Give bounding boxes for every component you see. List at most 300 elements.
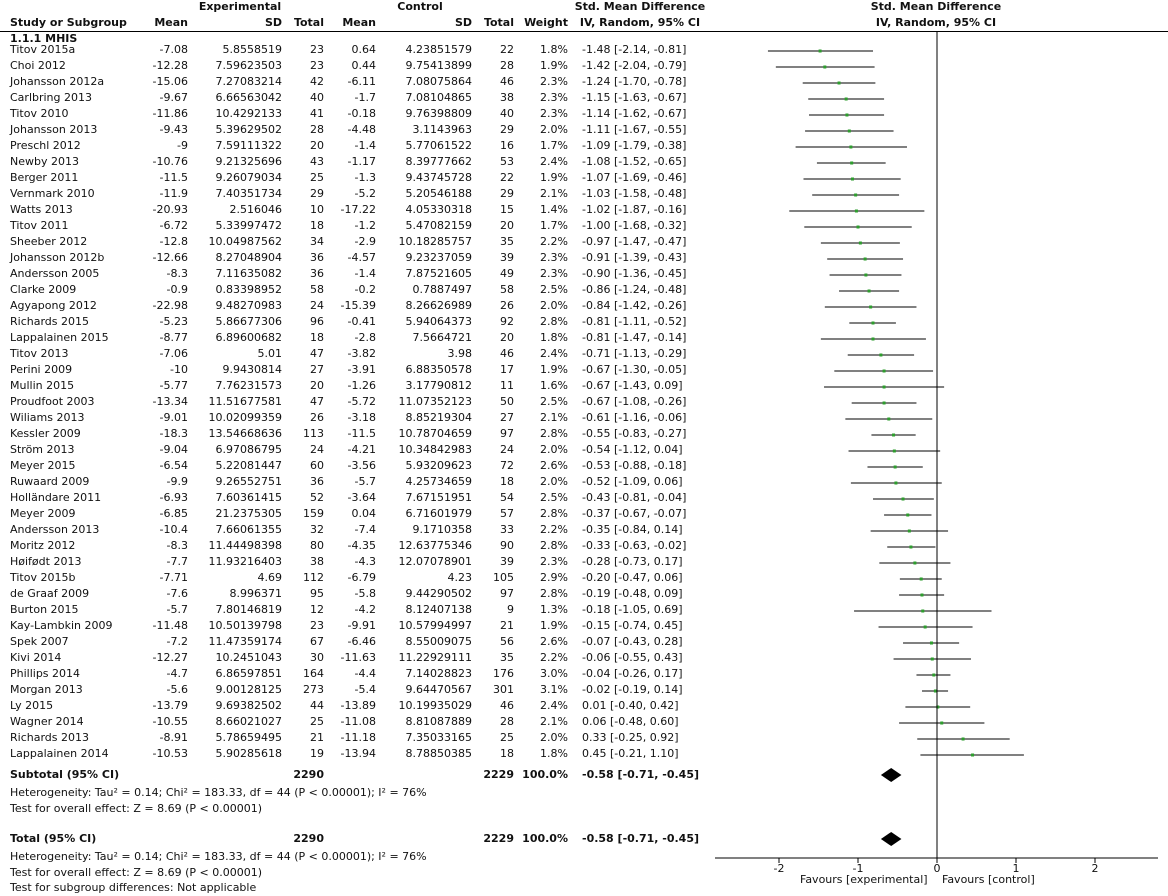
weight: 2.3% [540, 251, 568, 264]
exp-sd: 7.76231573 [215, 379, 282, 392]
exp-total: 20 [310, 139, 324, 152]
ctrl-total: 16 [500, 139, 514, 152]
effect-ci: -0.52 [-1.09, 0.06] [582, 475, 683, 488]
weight: 1.3% [540, 603, 568, 616]
effect-ci: 0.06 [-0.48, 0.60] [582, 715, 679, 728]
study-name: Clarke 2009 [10, 283, 77, 296]
effect-ci: -0.53 [-0.88, -0.18] [582, 459, 687, 472]
study-name: Proudfoot 2003 [10, 395, 95, 408]
exp-sd: 7.59111322 [215, 139, 282, 152]
study-name: Andersson 2005 [10, 267, 100, 280]
exp-total: 28 [310, 123, 324, 136]
study-point [848, 130, 851, 133]
weight: 1.9% [540, 619, 568, 632]
ctrl-total: 105 [493, 571, 514, 584]
exp-sd: 10.2451043 [215, 651, 282, 664]
study-name: Ruwaard 2009 [10, 475, 90, 488]
study-point [892, 434, 895, 437]
ctrl-mean: 0.04 [351, 507, 376, 520]
weight: 1.8% [540, 747, 568, 760]
exp-mean: -5.6 [166, 683, 188, 696]
ctrl-mean: -13.89 [340, 699, 376, 712]
exp-sd: 11.47359174 [208, 635, 282, 648]
ctrl-total: 15 [500, 203, 514, 216]
exp-mean-header: Mean [154, 16, 188, 29]
effect-ci: -1.15 [-1.63, -0.67] [582, 91, 687, 104]
study-point [934, 690, 937, 693]
ctrl-total: 24 [500, 443, 514, 456]
ctrl-sd: 4.05330318 [405, 203, 472, 216]
study-name: Spek 2007 [10, 635, 69, 648]
exp-sd: 13.54668636 [208, 427, 282, 440]
effect-ci: -1.48 [-2.14, -0.81] [582, 43, 687, 56]
exp-total: 47 [310, 347, 324, 360]
exp-sd: 9.00128125 [215, 683, 282, 696]
exp-total: 12 [310, 603, 324, 616]
exp-mean: -22.98 [152, 299, 188, 312]
study-name: Perini 2009 [10, 363, 73, 376]
study-point [819, 50, 822, 53]
exp-total: 10 [310, 203, 324, 216]
exp-mean: -9.9 [166, 475, 188, 488]
weight: 2.3% [540, 267, 568, 280]
effect-ci: -0.20 [-0.47, 0.06] [582, 571, 683, 584]
exp-mean: -7.08 [159, 43, 188, 56]
exp-sd: 7.66061355 [215, 523, 282, 536]
study-point [883, 370, 886, 373]
study-name: Wiliams 2013 [10, 411, 85, 424]
ctrl-mean: -2.9 [354, 235, 376, 248]
x-tick-label: 1 [1012, 862, 1020, 875]
exp-total: 41 [310, 107, 324, 120]
exp-sd: 10.02099359 [208, 411, 282, 424]
ctrl-mean: -1.26 [347, 379, 376, 392]
ctrl-total: 22 [500, 43, 514, 56]
weight: 1.9% [540, 171, 568, 184]
exp-total: 42 [310, 75, 324, 88]
exp-total: 43 [310, 155, 324, 168]
exp-mean: -13.34 [152, 395, 188, 408]
subtotal-ci: -0.58 [-0.71, -0.45] [582, 768, 700, 781]
effect-ci: -0.90 [-1.36, -0.45] [582, 267, 687, 280]
ctrl-sd: 5.47082159 [405, 219, 472, 232]
weight: 2.8% [540, 427, 568, 440]
study-point [962, 738, 965, 741]
exp-sd: 9.9430814 [222, 363, 282, 376]
study-name: Morgan 2013 [10, 683, 83, 696]
ctrl-sd: 10.57994997 [398, 619, 472, 632]
subgroup-differences: Test for subgroup differences: Not applicable [10, 881, 257, 894]
study-name: Titov 2013 [10, 347, 69, 360]
ctrl-sd: 8.78850385 [405, 747, 472, 760]
exp-mean: -10.53 [152, 747, 188, 760]
ctrl-mean: -1.17 [347, 155, 376, 168]
ctrl-sd: 8.26626989 [405, 299, 472, 312]
ctrl-total: 22 [500, 171, 514, 184]
total-diamond [881, 832, 902, 846]
exp-sd: 9.69382502 [215, 699, 282, 712]
ctrl-sd: 9.44290502 [405, 587, 472, 600]
ctrl-sd: 7.5664721 [412, 331, 472, 344]
exp-sd: 5.22081447 [215, 459, 282, 472]
exp-mean: -7.71 [159, 571, 188, 584]
ctrl-sd: 4.23 [447, 571, 472, 584]
exp-sd: 21.2375305 [215, 507, 282, 520]
exp-sd: 5.39629502 [215, 123, 282, 136]
exp-mean: -11.86 [152, 107, 188, 120]
study-name: Kessler 2009 [10, 427, 81, 440]
study-point [868, 290, 871, 293]
study-name: Watts 2013 [10, 203, 73, 216]
ctrl-total: 9 [507, 603, 514, 616]
ctrl-total: 28 [500, 715, 514, 728]
study-point [930, 642, 933, 645]
study-point [894, 466, 897, 469]
ctrl-total: 20 [500, 331, 514, 344]
exp-mean: -10.55 [152, 715, 188, 728]
study-point [931, 658, 934, 661]
weight: 1.4% [540, 203, 568, 216]
weight: 2.0% [540, 443, 568, 456]
effect-ci: -0.28 [-0.73, 0.17] [582, 555, 683, 568]
weight: 2.4% [540, 347, 568, 360]
ctrl-mean: -7.4 [354, 523, 376, 536]
ctrl-mean: -1.7 [354, 91, 376, 104]
study-point [872, 322, 875, 325]
study-name: Ly 2015 [10, 699, 54, 712]
ctrl-sd: 7.35033165 [405, 731, 472, 744]
effect-ci: -0.04 [-0.26, 0.17] [582, 667, 683, 680]
plot-method: IV, Random, 95% CI [875, 16, 997, 29]
ctrl-mean: -0.2 [354, 283, 376, 296]
study-point [893, 450, 896, 453]
weight: 2.9% [540, 571, 568, 584]
experimental-header: Experimental [198, 0, 282, 13]
ctrl-sd: 7.87521605 [405, 267, 472, 280]
ctrl-sd: 4.23851579 [405, 43, 472, 56]
study-point [920, 578, 923, 581]
ctrl-total: 35 [500, 651, 514, 664]
exp-total: 40 [310, 91, 324, 104]
effect-ci: -1.14 [-1.62, -0.67] [582, 107, 687, 120]
exp-sd: 6.86597851 [215, 667, 282, 680]
study-point [971, 754, 974, 757]
weight: 2.5% [540, 491, 568, 504]
ctrl-sd: 10.34842983 [398, 443, 472, 456]
ctrl-mean: -1.2 [354, 219, 376, 232]
study-name: Preschl 2012 [10, 139, 81, 152]
study-name: de Graaf 2009 [10, 587, 90, 600]
effect-ci: -1.03 [-1.58, -0.48] [582, 187, 687, 200]
ctrl-mean: -4.48 [347, 123, 376, 136]
exp-mean: -7.2 [166, 635, 188, 648]
exp-sd: 5.86677306 [215, 315, 282, 328]
exp-mean: -11.9 [159, 187, 188, 200]
weight: 2.0% [540, 299, 568, 312]
ctrl-total: 25 [500, 731, 514, 744]
exp-total: 113 [303, 427, 324, 440]
ctrl-mean: -9.91 [347, 619, 376, 632]
ctrl-mean: -6.79 [347, 571, 376, 584]
effect-ci: -0.55 [-0.83, -0.27] [582, 427, 687, 440]
study-point [849, 146, 852, 149]
exp-total: 164 [303, 667, 324, 680]
ctrl-mean: -4.21 [347, 443, 376, 456]
exp-mean: -7.7 [166, 555, 188, 568]
subtotal-ctrl-total: 2229 [483, 768, 514, 781]
weight: 2.5% [540, 395, 568, 408]
ctrl-sd: 8.12407138 [405, 603, 472, 616]
exp-total: 60 [310, 459, 324, 472]
ctrl-mean: -0.41 [347, 315, 376, 328]
ctrl-total: 11 [500, 379, 514, 392]
weight: 2.1% [540, 715, 568, 728]
exp-sd: 0.83398952 [215, 283, 282, 296]
effect-ci: -1.11 [-1.67, -0.55] [582, 123, 687, 136]
study-name: Agyapong 2012 [10, 299, 97, 312]
exp-mean: -9.01 [159, 411, 188, 424]
study-point [883, 386, 886, 389]
study-name: Sheeber 2012 [10, 235, 88, 248]
exp-total: 27 [310, 363, 324, 376]
weight: 3.1% [540, 683, 568, 696]
exp-mean: -5.77 [159, 379, 188, 392]
study-point [902, 498, 905, 501]
exp-sd: 7.59623503 [215, 59, 282, 72]
effect-ci: -0.07 [-0.43, 0.28] [582, 635, 683, 648]
exp-sd: 5.8558519 [222, 43, 282, 56]
weight: 2.0% [540, 475, 568, 488]
study-name: Richards 2013 [10, 731, 89, 744]
ctrl-sd: 5.94064373 [405, 315, 472, 328]
study-name: Titov 2015a [10, 43, 76, 56]
exp-total: 273 [303, 683, 324, 696]
exp-mean: -10.4 [159, 523, 188, 536]
ctrl-mean: -6.11 [347, 75, 376, 88]
study-name: Kivi 2014 [10, 651, 62, 664]
effect-ci: -0.19 [-0.48, 0.09] [582, 587, 683, 600]
ctrl-mean: -0.18 [347, 107, 376, 120]
study-name: Wagner 2014 [10, 715, 84, 728]
ctrl-sd: 9.23237059 [405, 251, 472, 264]
ctrl-mean: -5.4 [354, 683, 376, 696]
total-label: Total (95% CI) [10, 832, 97, 845]
weight: 2.6% [540, 635, 568, 648]
exp-sd: 6.66563042 [215, 91, 282, 104]
effect-ci: -1.02 [-1.87, -0.16] [582, 203, 687, 216]
ctrl-mean: 0.44 [351, 59, 376, 72]
study-point [864, 274, 867, 277]
total-exp-total: 2290 [293, 832, 324, 845]
study-point [924, 626, 927, 629]
total-ci: -0.58 [-0.71, -0.45] [582, 832, 700, 845]
ctrl-sd: 12.07078901 [398, 555, 472, 568]
weight: 2.8% [540, 507, 568, 520]
exp-sd-header: SD [264, 16, 282, 29]
study-name: Berger 2011 [10, 171, 79, 184]
ctrl-sd: 12.63775346 [398, 539, 472, 552]
x-tick-label: 0 [933, 862, 941, 875]
exp-sd: 7.80146819 [215, 603, 282, 616]
ctrl-sd: 4.25734659 [405, 475, 472, 488]
weight: 1.6% [540, 379, 568, 392]
exp-mean: -9.43 [159, 123, 188, 136]
exp-mean: -9 [177, 139, 188, 152]
study-name: Høifødt 2013 [10, 555, 82, 568]
total-weight: 100.0% [522, 832, 568, 845]
study-point [879, 354, 882, 357]
study-point [920, 594, 923, 597]
study-point [932, 674, 935, 677]
exp-mean: -8.3 [166, 539, 188, 552]
weight: 3.0% [540, 667, 568, 680]
weight: 1.9% [540, 59, 568, 72]
ctrl-total: 28 [500, 59, 514, 72]
study-point [906, 514, 909, 517]
effect-ci: -0.15 [-0.74, 0.45] [582, 619, 683, 632]
exp-mean: -10.76 [152, 155, 188, 168]
study-name: Vernmark 2010 [10, 187, 95, 200]
exp-total: 36 [310, 267, 324, 280]
effect-ci: -0.86 [-1.24, -0.48] [582, 283, 687, 296]
study-name: Mullin 2015 [10, 379, 75, 392]
exp-total: 36 [310, 251, 324, 264]
ctrl-sd: 10.19935029 [398, 699, 472, 712]
ctrl-sd: 7.14028823 [405, 667, 472, 680]
effect-ci: -0.06 [-0.55, 0.43] [582, 651, 683, 664]
ctrl-total: 56 [500, 635, 514, 648]
exp-mean: -0.9 [166, 283, 188, 296]
x-tick-label: -1 [852, 862, 864, 875]
ctrl-sd: 9.75413899 [405, 59, 472, 72]
effect-ci: -0.84 [-1.42, -0.26] [582, 299, 687, 312]
exp-total: 159 [303, 507, 324, 520]
ctrl-mean: -1.4 [354, 267, 376, 280]
x-tick-label: -2 [773, 862, 785, 875]
subgroup-label: 1.1.1 MHIS [10, 32, 78, 45]
study-name: Kay-Lambkin 2009 [10, 619, 113, 632]
exp-mean: -15.06 [152, 75, 188, 88]
ctrl-mean: -4.3 [354, 555, 376, 568]
ctrl-total: 29 [500, 187, 514, 200]
ctrl-total: 33 [500, 523, 514, 536]
exp-mean: -7.6 [166, 587, 188, 600]
weight: 2.8% [540, 539, 568, 552]
ctrl-sd: 5.93209623 [405, 459, 472, 472]
weight: 2.3% [540, 107, 568, 120]
exp-total: 47 [310, 395, 324, 408]
study-name: Johansson 2013 [10, 123, 98, 136]
ctrl-mean: -11.18 [340, 731, 376, 744]
weight: 1.9% [540, 363, 568, 376]
ctrl-mean: -5.8 [354, 587, 376, 600]
exp-sd: 7.40351734 [215, 187, 282, 200]
ctrl-mean: -6.46 [347, 635, 376, 648]
ctrl-sd: 7.08075864 [405, 75, 472, 88]
ctrl-mean: -15.39 [340, 299, 376, 312]
study-point [883, 402, 886, 405]
exp-mean: -6.54 [159, 459, 188, 472]
exp-total: 23 [310, 43, 324, 56]
study-point [872, 338, 875, 341]
weight: 2.0% [540, 731, 568, 744]
effect-ci: -1.00 [-1.68, -0.32] [582, 219, 687, 232]
ctrl-total: 53 [500, 155, 514, 168]
study-name: Burton 2015 [10, 603, 79, 616]
total-ctrl-total: 2229 [483, 832, 514, 845]
study-point [850, 162, 853, 165]
exp-sd: 6.89600682 [215, 331, 282, 344]
exp-sd: 8.27048904 [215, 251, 282, 264]
study-name: Meyer 2009 [10, 507, 76, 520]
subtotal-overall-effect: Test for overall effect: Z = 8.69 (P < 0.00001) [10, 802, 262, 815]
weight: 2.2% [540, 651, 568, 664]
exp-mean: -6.72 [159, 219, 188, 232]
ctrl-mean: -4.2 [354, 603, 376, 616]
ctrl-mean: -11.63 [340, 651, 376, 664]
exp-mean: -18.3 [159, 427, 188, 440]
effect-ci: -0.61 [-1.16, -0.06] [582, 411, 687, 424]
ctrl-sd: 7.08104865 [405, 91, 472, 104]
effect-ci: -1.07 [-1.69, -0.46] [582, 171, 687, 184]
ctrl-total: 50 [500, 395, 514, 408]
ctrl-sd: 3.98 [447, 347, 472, 360]
exp-total: 96 [310, 315, 324, 328]
effect-ci: -0.97 [-1.47, -0.47] [582, 235, 687, 248]
study-point [823, 66, 826, 69]
study-name: Titov 2010 [10, 107, 69, 120]
study-point [838, 82, 841, 85]
effect-ci: -0.71 [-1.13, -0.29] [582, 347, 687, 360]
ctrl-mean-header: Mean [342, 16, 376, 29]
ctrl-total: 54 [500, 491, 514, 504]
weight: 2.0% [540, 123, 568, 136]
ctrl-total: 301 [493, 683, 514, 696]
ctrl-total: 35 [500, 235, 514, 248]
exp-mean: -10 [170, 363, 188, 376]
exp-total: 80 [310, 539, 324, 552]
effect-ci: -1.09 [-1.79, -0.38] [582, 139, 687, 152]
weight: 2.2% [540, 235, 568, 248]
effect-ci: -0.81 [-1.11, -0.52] [582, 315, 687, 328]
exp-sd: 10.4292133 [215, 107, 282, 120]
exp-mean: -12.27 [152, 651, 188, 664]
ctrl-total: 39 [500, 251, 514, 264]
ctrl-total: 39 [500, 555, 514, 568]
ctrl-sd: 9.1710358 [412, 523, 472, 536]
study-point [894, 482, 897, 485]
study-point [913, 562, 916, 565]
ctrl-sd: 8.55009075 [405, 635, 472, 648]
exp-mean: -6.93 [159, 491, 188, 504]
ctrl-sd: 0.7887497 [412, 283, 472, 296]
ctrl-sd: 6.88350578 [405, 363, 472, 376]
exp-total: 32 [310, 523, 324, 536]
study-point [869, 306, 872, 309]
effect-ci: -0.67 [-1.08, -0.26] [582, 395, 687, 408]
ctrl-total: 21 [500, 619, 514, 632]
effect-ci: -0.18 [-1.05, 0.69] [582, 603, 683, 616]
ctrl-mean: -3.91 [347, 363, 376, 376]
exp-total: 18 [310, 331, 324, 344]
effect-title: Std. Mean Difference [574, 0, 706, 13]
exp-total: 19 [310, 747, 324, 760]
ctrl-total: 38 [500, 91, 514, 104]
effect-ci: -1.24 [-1.70, -0.78] [582, 75, 687, 88]
study-point [921, 610, 924, 613]
weight: 2.4% [540, 155, 568, 168]
exp-total: 25 [310, 171, 324, 184]
